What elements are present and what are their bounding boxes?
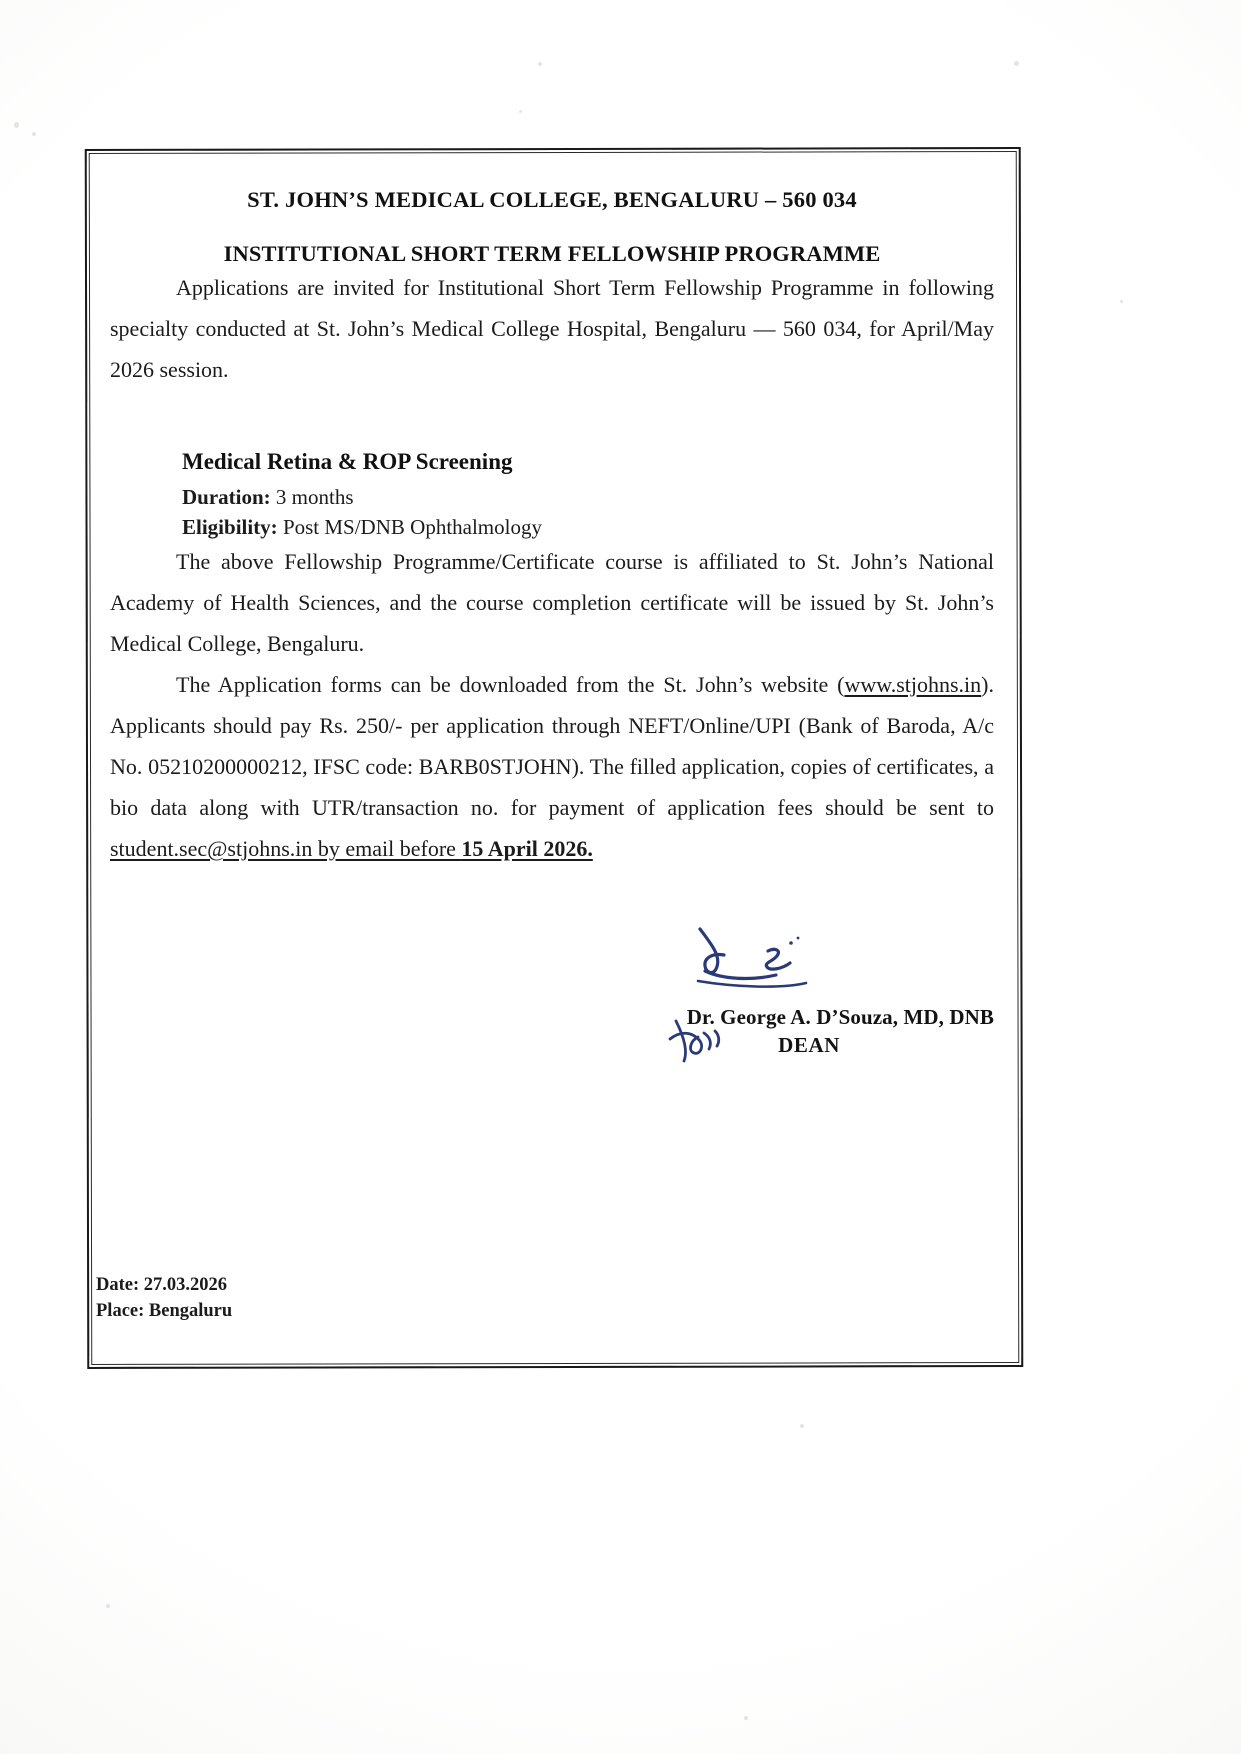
scan-speck	[32, 132, 36, 136]
eligibility-value: Post MS/DNB Ophthalmology	[277, 514, 542, 539]
scan-speck	[800, 1424, 804, 1428]
signatory-name: Dr. George A. D’Souza, MD, DNB	[686, 1004, 994, 1029]
document-header	[96, 158, 1008, 267]
specialty-block	[110, 448, 994, 541]
document-body	[96, 158, 1008, 1354]
application-text-part2: ). Applicants should pay Rs. 250/- per application through NEFT/Online/UPI (Bank of Baroda, A/c No. 05210200000212, IFSC code: BARB0STJOHN). The filled application, copies of certificates, a bio data along with UTR/transaction no. for payment of application fees should be sent to	[110, 671, 994, 820]
scan-speck	[106, 1604, 110, 1608]
scan-speck	[1014, 61, 1019, 66]
signature-block	[110, 925, 994, 1075]
footer-place: Place: Bengaluru	[96, 1301, 233, 1321]
specialty-title: Medical Retina & ROP Screening	[182, 449, 513, 474]
application-text-part1: The Application forms can be downloaded from the St. John’s website (	[176, 671, 845, 697]
programme-subtitle: INSTITUTIONAL SHORT TERM FELLOWSHIP PROGRAMME	[223, 241, 881, 266]
document-content	[96, 267, 1008, 1075]
scan-speck	[1120, 300, 1123, 303]
eligibility-label: Eligibility:	[182, 514, 278, 539]
affiliation-paragraph: The above Fellowship Programme/Certificate course is affiliated to St. John’s National Academy of Health Sciences, and the course completion certificate will be issued by St. John’s Medical College, Bengaluru.	[110, 548, 994, 656]
specialty-duration	[182, 483, 994, 511]
page-title: ST. JOHN’S MEDICAL COLLEGE, BENGALURU – 560 034	[247, 187, 857, 212]
footer-date: Date: 27.03.2026	[96, 1275, 228, 1295]
document-footer	[96, 1272, 232, 1324]
scan-speck	[538, 62, 542, 66]
scan-speck	[744, 1716, 748, 1720]
specialty-eligibility	[182, 513, 994, 541]
application-paragraph	[110, 664, 994, 869]
deadline-date: 15 April 2026.	[461, 835, 593, 861]
intro-paragraph: Applications are invited for Institutional Short Term Fellowship Programme in following specialty conducted at St. John’s Medical College Hospital, Bengaluru — 560 034, for April/May 2026 session.	[110, 275, 994, 382]
scan-speck	[519, 110, 522, 113]
scan-speck	[14, 122, 19, 128]
website-link[interactable]: www.stjohns.in	[844, 671, 982, 697]
duration-label: Duration:	[182, 484, 271, 509]
duration-value: 3 months	[270, 484, 354, 509]
signatory-role: DEAN	[778, 1032, 840, 1057]
handwritten-signature	[672, 923, 822, 1015]
email-link[interactable]: student.sec@stjohns.in by email before	[110, 835, 462, 861]
